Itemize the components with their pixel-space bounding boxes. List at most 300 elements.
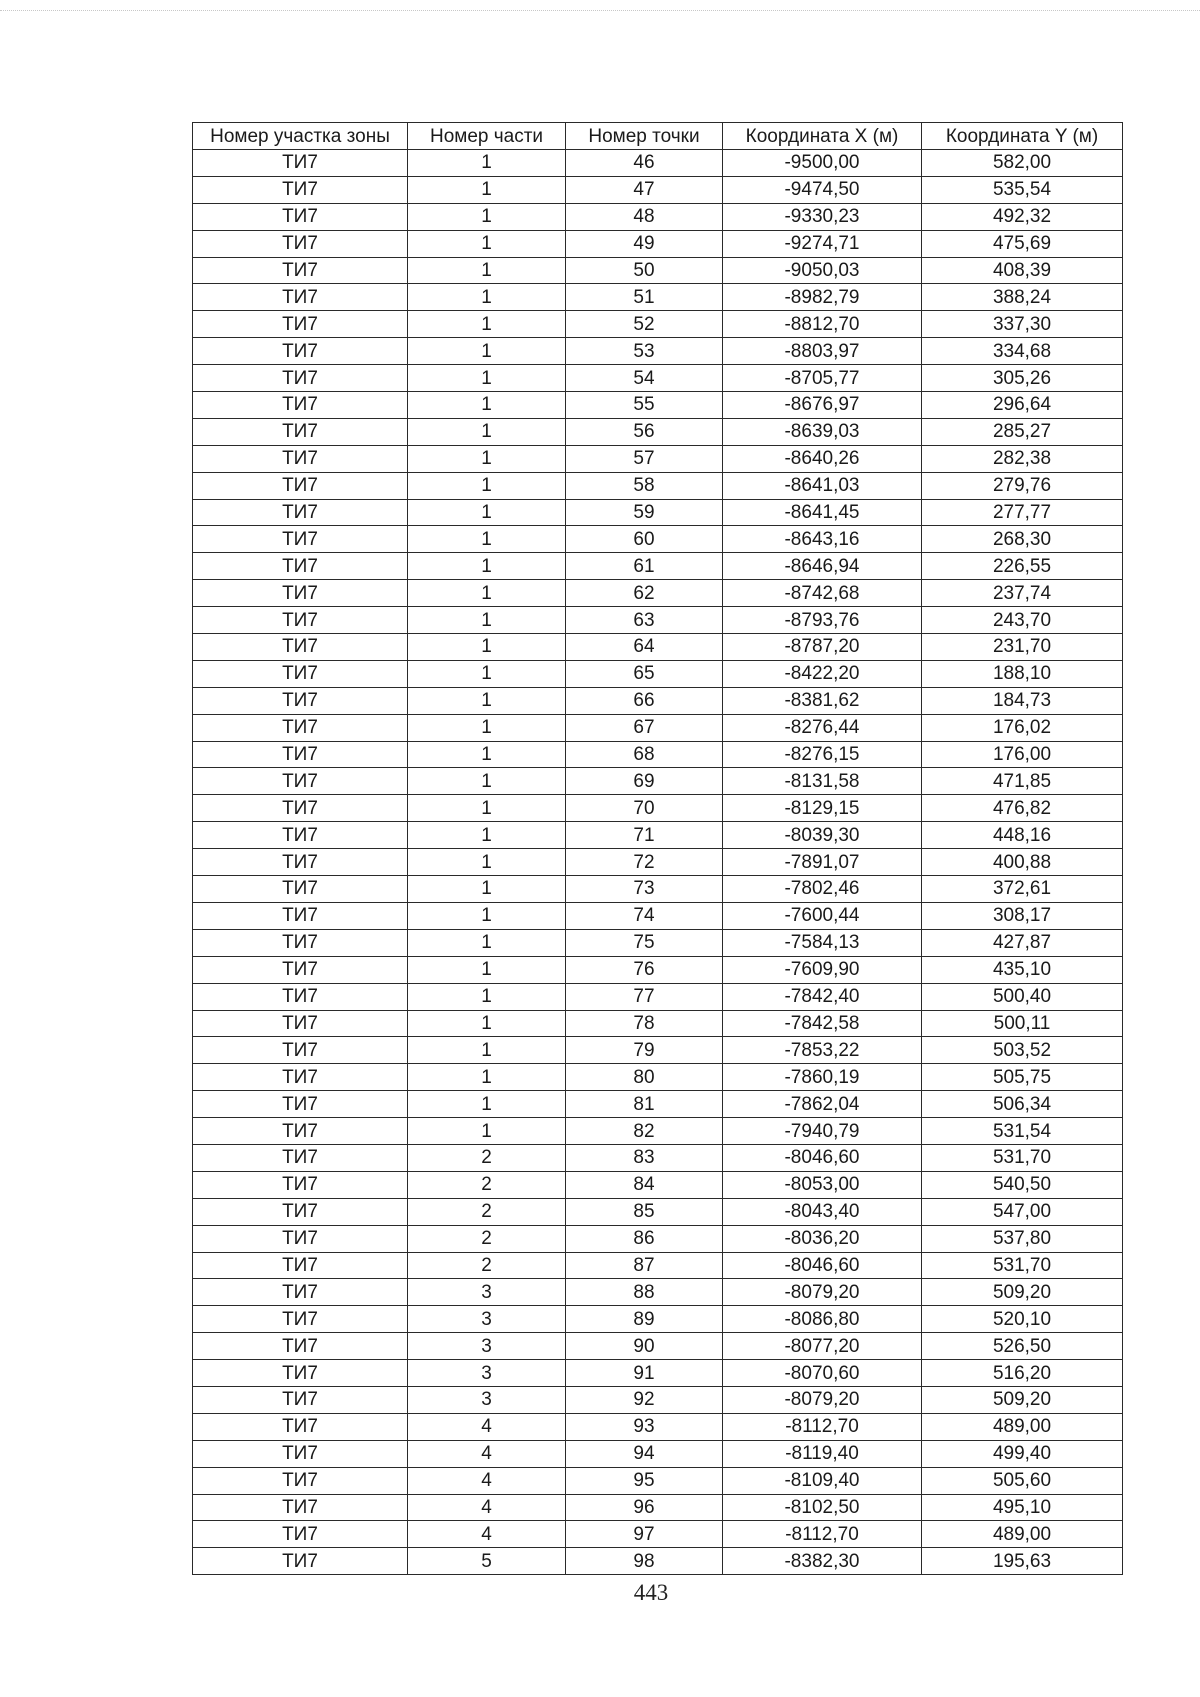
table-row (193, 230, 1123, 257)
table-row (193, 660, 1123, 687)
cell-point-number: 79 (566, 1037, 723, 1064)
cell-part-number: 4 (408, 1440, 566, 1467)
cell-coordinate-y: 500,11 (922, 1010, 1123, 1037)
cell-coordinate-y: 388,24 (922, 284, 1123, 311)
cell-point-number: 89 (566, 1306, 723, 1333)
cell-zone-section: ТИ7 (193, 1521, 408, 1548)
cell-point-number: 60 (566, 526, 723, 553)
cell-coordinate-y: 475,69 (922, 230, 1123, 257)
cell-coordinate-y: 509,20 (922, 1279, 1123, 1306)
cell-zone-section: ТИ7 (193, 1494, 408, 1521)
cell-coordinate-y: 505,60 (922, 1467, 1123, 1494)
cell-point-number: 54 (566, 365, 723, 392)
cell-point-number: 63 (566, 607, 723, 634)
cell-part-number: 2 (408, 1225, 566, 1252)
cell-point-number: 67 (566, 714, 723, 741)
cell-point-number: 96 (566, 1494, 723, 1521)
cell-part-number: 1 (408, 983, 566, 1010)
cell-point-number: 59 (566, 499, 723, 526)
cell-coordinate-y: 547,00 (922, 1198, 1123, 1225)
table-row (193, 929, 1123, 956)
cell-coordinate-x: -8119,40 (723, 1440, 922, 1467)
cell-point-number: 95 (566, 1467, 723, 1494)
table-row (193, 472, 1123, 499)
cell-zone-section: ТИ7 (193, 230, 408, 257)
cell-zone-section: ТИ7 (193, 687, 408, 714)
cell-coordinate-y: 176,02 (922, 714, 1123, 741)
page-number: 443 (633, 1580, 669, 1605)
cell-zone-section: ТИ7 (193, 472, 408, 499)
cell-point-number: 84 (566, 1171, 723, 1198)
cell-part-number: 4 (408, 1413, 566, 1440)
cell-coordinate-y: 226,55 (922, 553, 1123, 580)
cell-zone-section: ТИ7 (193, 365, 408, 392)
cell-zone-section: ТИ7 (193, 1252, 408, 1279)
cell-zone-section: ТИ7 (193, 338, 408, 365)
cell-coordinate-y: 285,27 (922, 418, 1123, 445)
table-row (193, 714, 1123, 741)
cell-part-number: 4 (408, 1467, 566, 1494)
cell-coordinate-y: 489,00 (922, 1521, 1123, 1548)
cell-point-number: 50 (566, 257, 723, 284)
cell-part-number: 1 (408, 284, 566, 311)
cell-part-number: 1 (408, 768, 566, 795)
cell-zone-section: ТИ7 (193, 1010, 408, 1037)
cell-zone-section: ТИ7 (193, 660, 408, 687)
cell-point-number: 97 (566, 1521, 723, 1548)
cell-point-number: 83 (566, 1144, 723, 1171)
cell-coordinate-y: 503,52 (922, 1037, 1123, 1064)
cell-coordinate-x: -7584,13 (723, 929, 922, 956)
table-row (193, 203, 1123, 230)
table-row (193, 1306, 1123, 1333)
cell-coordinate-y: 427,87 (922, 929, 1123, 956)
cell-coordinate-x: -8276,15 (723, 741, 922, 768)
cell-zone-section: ТИ7 (193, 1440, 408, 1467)
cell-zone-section: ТИ7 (193, 714, 408, 741)
cell-point-number: 98 (566, 1548, 723, 1575)
cell-point-number: 73 (566, 876, 723, 903)
cell-coordinate-x: -8070,60 (723, 1360, 922, 1387)
cell-zone-section: ТИ7 (193, 311, 408, 338)
cell-coordinate-x: -8046,60 (723, 1144, 922, 1171)
cell-zone-section: ТИ7 (193, 526, 408, 553)
table-header (193, 123, 1123, 150)
cell-zone-section: ТИ7 (193, 741, 408, 768)
cell-zone-section: ТИ7 (193, 418, 408, 445)
cell-coordinate-x: -8982,79 (723, 284, 922, 311)
cell-coordinate-y: 495,10 (922, 1494, 1123, 1521)
cell-part-number: 2 (408, 1252, 566, 1279)
table-row (193, 795, 1123, 822)
cell-point-number: 92 (566, 1386, 723, 1413)
cell-coordinate-y: 435,10 (922, 956, 1123, 983)
cell-point-number: 58 (566, 472, 723, 499)
cell-zone-section: ТИ7 (193, 634, 408, 661)
table-row (193, 338, 1123, 365)
table-row (193, 176, 1123, 203)
cell-point-number: 46 (566, 150, 723, 177)
cell-part-number: 3 (408, 1333, 566, 1360)
cell-point-number: 90 (566, 1333, 723, 1360)
cell-zone-section: ТИ7 (193, 150, 408, 177)
cell-point-number: 56 (566, 418, 723, 445)
table-row (193, 553, 1123, 580)
cell-part-number: 1 (408, 392, 566, 419)
table-row (193, 1091, 1123, 1118)
cell-part-number: 1 (408, 472, 566, 499)
cell-zone-section: ТИ7 (193, 1118, 408, 1145)
cell-part-number: 1 (408, 580, 566, 607)
table-row (193, 418, 1123, 445)
cell-zone-section: ТИ7 (193, 849, 408, 876)
cell-coordinate-x: -8803,97 (723, 338, 922, 365)
table-row (193, 902, 1123, 929)
cell-point-number: 51 (566, 284, 723, 311)
table-row (193, 580, 1123, 607)
cell-part-number: 1 (408, 526, 566, 553)
cell-point-number: 74 (566, 902, 723, 929)
cell-zone-section: ТИ7 (193, 822, 408, 849)
cell-part-number: 1 (408, 822, 566, 849)
cell-part-number: 1 (408, 1064, 566, 1091)
cell-coordinate-x: -8046,60 (723, 1252, 922, 1279)
cell-coordinate-y: 176,00 (922, 741, 1123, 768)
cell-coordinate-y: 231,70 (922, 634, 1123, 661)
cell-coordinate-y: 535,54 (922, 176, 1123, 203)
cell-coordinate-y: 305,26 (922, 365, 1123, 392)
table-row (193, 1064, 1123, 1091)
cell-coordinate-x: -8079,20 (723, 1386, 922, 1413)
cell-part-number: 1 (408, 365, 566, 392)
cell-part-number: 1 (408, 660, 566, 687)
cell-zone-section: ТИ7 (193, 1333, 408, 1360)
cell-part-number: 1 (408, 607, 566, 634)
cell-zone-section: ТИ7 (193, 1198, 408, 1225)
cell-part-number: 1 (408, 741, 566, 768)
table-row (193, 822, 1123, 849)
cell-point-number: 86 (566, 1225, 723, 1252)
cell-coordinate-x: -8276,44 (723, 714, 922, 741)
cell-part-number: 3 (408, 1279, 566, 1306)
cell-coordinate-x: -8705,77 (723, 365, 922, 392)
cell-coordinate-x: -8036,20 (723, 1225, 922, 1252)
cell-part-number: 1 (408, 418, 566, 445)
cell-coordinate-x: -8742,68 (723, 580, 922, 607)
scan-edge-line (0, 10, 1200, 11)
cell-coordinate-x: -9050,03 (723, 257, 922, 284)
cell-point-number: 81 (566, 1091, 723, 1118)
cell-point-number: 66 (566, 687, 723, 714)
cell-coordinate-y: 505,75 (922, 1064, 1123, 1091)
cell-point-number: 55 (566, 392, 723, 419)
cell-coordinate-x: -8039,30 (723, 822, 922, 849)
cell-point-number: 85 (566, 1198, 723, 1225)
cell-coordinate-x: -8381,62 (723, 687, 922, 714)
cell-zone-section: ТИ7 (193, 607, 408, 634)
cell-coordinate-x: -8077,20 (723, 1333, 922, 1360)
cell-part-number: 2 (408, 1171, 566, 1198)
cell-coordinate-x: -7940,79 (723, 1118, 922, 1145)
cell-coordinate-y: 448,16 (922, 822, 1123, 849)
cell-zone-section: ТИ7 (193, 257, 408, 284)
cell-zone-section: ТИ7 (193, 553, 408, 580)
cell-part-number: 1 (408, 849, 566, 876)
header-coordinate-x: Координата X (м) (723, 123, 922, 150)
cell-coordinate-x: -8422,20 (723, 660, 922, 687)
cell-point-number: 77 (566, 983, 723, 1010)
cell-point-number: 62 (566, 580, 723, 607)
cell-part-number: 5 (408, 1548, 566, 1575)
cell-coordinate-y: 268,30 (922, 526, 1123, 553)
cell-point-number: 94 (566, 1440, 723, 1467)
cell-part-number: 1 (408, 1010, 566, 1037)
table-row (193, 1494, 1123, 1521)
cell-zone-section: ТИ7 (193, 1171, 408, 1198)
table-row (193, 768, 1123, 795)
cell-point-number: 61 (566, 553, 723, 580)
table-row (193, 1279, 1123, 1306)
cell-coordinate-y: 526,50 (922, 1333, 1123, 1360)
cell-zone-section: ТИ7 (193, 983, 408, 1010)
cell-point-number: 53 (566, 338, 723, 365)
cell-coordinate-x: -8131,58 (723, 768, 922, 795)
cell-coordinate-x: -7842,58 (723, 1010, 922, 1037)
cell-coordinate-y: 509,20 (922, 1386, 1123, 1413)
header-part-number: Номер части (408, 123, 566, 150)
cell-coordinate-y: 308,17 (922, 902, 1123, 929)
cell-zone-section: ТИ7 (193, 1037, 408, 1064)
cell-coordinate-y: 489,00 (922, 1413, 1123, 1440)
cell-part-number: 3 (408, 1386, 566, 1413)
cell-part-number: 1 (408, 795, 566, 822)
cell-coordinate-y: 500,40 (922, 983, 1123, 1010)
cell-coordinate-y: 506,34 (922, 1091, 1123, 1118)
cell-point-number: 48 (566, 203, 723, 230)
table-row (193, 1010, 1123, 1037)
cell-part-number: 1 (408, 1118, 566, 1145)
header-point-number: Номер точки (566, 123, 723, 150)
cell-coordinate-x: -8812,70 (723, 311, 922, 338)
cell-part-number: 1 (408, 714, 566, 741)
table-row (193, 1171, 1123, 1198)
table-row (193, 1360, 1123, 1387)
cell-part-number: 2 (408, 1144, 566, 1171)
cell-part-number: 1 (408, 634, 566, 661)
cell-coordinate-x: -8053,00 (723, 1171, 922, 1198)
cell-zone-section: ТИ7 (193, 876, 408, 903)
coordinates-table (192, 122, 1123, 1575)
cell-coordinate-x: -8676,97 (723, 392, 922, 419)
table-row (193, 1225, 1123, 1252)
cell-coordinate-x: -8640,26 (723, 445, 922, 472)
cell-point-number: 93 (566, 1413, 723, 1440)
cell-zone-section: ТИ7 (193, 1467, 408, 1494)
cell-coordinate-y: 188,10 (922, 660, 1123, 687)
table-row (193, 741, 1123, 768)
cell-coordinate-x: -8641,45 (723, 499, 922, 526)
table-row (193, 284, 1123, 311)
cell-part-number: 4 (408, 1494, 566, 1521)
cell-coordinate-x: -7862,04 (723, 1091, 922, 1118)
cell-point-number: 78 (566, 1010, 723, 1037)
cell-zone-section: ТИ7 (193, 929, 408, 956)
cell-coordinate-y: 540,50 (922, 1171, 1123, 1198)
cell-zone-section: ТИ7 (193, 392, 408, 419)
cell-point-number: 70 (566, 795, 723, 822)
cell-coordinate-y: 531,54 (922, 1118, 1123, 1145)
cell-zone-section: ТИ7 (193, 795, 408, 822)
cell-zone-section: ТИ7 (193, 768, 408, 795)
table-row (193, 257, 1123, 284)
cell-coordinate-y: 516,20 (922, 1360, 1123, 1387)
cell-coordinate-y: 408,39 (922, 257, 1123, 284)
cell-zone-section: ТИ7 (193, 956, 408, 983)
table-row (193, 1333, 1123, 1360)
cell-coordinate-x: -8102,50 (723, 1494, 922, 1521)
cell-point-number: 69 (566, 768, 723, 795)
cell-coordinate-x: -9500,00 (723, 150, 922, 177)
cell-point-number: 72 (566, 849, 723, 876)
cell-coordinate-y: 184,73 (922, 687, 1123, 714)
table-row (193, 983, 1123, 1010)
cell-coordinate-x: -9330,23 (723, 203, 922, 230)
cell-coordinate-x: -8646,94 (723, 553, 922, 580)
cell-coordinate-x: -8382,30 (723, 1548, 922, 1575)
table-row (193, 526, 1123, 553)
cell-coordinate-y: 531,70 (922, 1252, 1123, 1279)
cell-part-number: 1 (408, 338, 566, 365)
cell-coordinate-x: -7802,46 (723, 876, 922, 903)
cell-coordinate-y: 471,85 (922, 768, 1123, 795)
table-row (193, 956, 1123, 983)
table-body (193, 150, 1123, 1575)
cell-coordinate-x: -8639,03 (723, 418, 922, 445)
cell-point-number: 49 (566, 230, 723, 257)
cell-part-number: 1 (408, 445, 566, 472)
header-zone-section: Номер участка зоны (193, 123, 408, 150)
cell-zone-section: ТИ7 (193, 445, 408, 472)
cell-coordinate-x: -7600,44 (723, 902, 922, 929)
cell-zone-section: ТИ7 (193, 1091, 408, 1118)
table-row (193, 150, 1123, 177)
cell-point-number: 91 (566, 1360, 723, 1387)
header-coordinate-y: Координата Y (м) (922, 123, 1123, 150)
cell-coordinate-y: 582,00 (922, 150, 1123, 177)
cell-zone-section: ТИ7 (193, 1306, 408, 1333)
cell-point-number: 82 (566, 1118, 723, 1145)
cell-coordinate-x: -9274,71 (723, 230, 922, 257)
cell-part-number: 1 (408, 1091, 566, 1118)
table-row (193, 876, 1123, 903)
cell-part-number: 1 (408, 176, 566, 203)
table-row (193, 1144, 1123, 1171)
cell-zone-section: ТИ7 (193, 1360, 408, 1387)
cell-coordinate-x: -8112,70 (723, 1413, 922, 1440)
cell-point-number: 47 (566, 176, 723, 203)
cell-coordinate-x: -8129,15 (723, 795, 922, 822)
cell-coordinate-x: -7609,90 (723, 956, 922, 983)
cell-coordinate-y: 492,32 (922, 203, 1123, 230)
cell-part-number: 1 (408, 203, 566, 230)
cell-coordinate-y: 243,70 (922, 607, 1123, 634)
cell-point-number: 64 (566, 634, 723, 661)
cell-coordinate-x: -8043,40 (723, 1198, 922, 1225)
cell-coordinate-x: -7860,19 (723, 1064, 922, 1091)
cell-part-number: 1 (408, 902, 566, 929)
cell-part-number: 3 (408, 1306, 566, 1333)
cell-part-number: 1 (408, 1037, 566, 1064)
cell-point-number: 80 (566, 1064, 723, 1091)
cell-part-number: 1 (408, 150, 566, 177)
cell-zone-section: ТИ7 (193, 1279, 408, 1306)
table-row (193, 1198, 1123, 1225)
table-row (193, 445, 1123, 472)
header-row (193, 123, 1123, 150)
cell-coordinate-y: 520,10 (922, 1306, 1123, 1333)
cell-coordinate-y: 282,38 (922, 445, 1123, 472)
cell-zone-section: ТИ7 (193, 1144, 408, 1171)
cell-point-number: 87 (566, 1252, 723, 1279)
cell-part-number: 1 (408, 929, 566, 956)
cell-coordinate-y: 237,74 (922, 580, 1123, 607)
table-row (193, 1548, 1123, 1575)
cell-part-number: 1 (408, 257, 566, 284)
cell-zone-section: ТИ7 (193, 1413, 408, 1440)
cell-coordinate-x: -7853,22 (723, 1037, 922, 1064)
table-row (193, 1037, 1123, 1064)
cell-coordinate-x: -8086,80 (723, 1306, 922, 1333)
table-row (193, 311, 1123, 338)
cell-zone-section: ТИ7 (193, 1386, 408, 1413)
cell-zone-section: ТИ7 (193, 284, 408, 311)
table-row (193, 1118, 1123, 1145)
cell-coordinate-x: -8079,20 (723, 1279, 922, 1306)
cell-part-number: 1 (408, 687, 566, 714)
cell-coordinate-y: 372,61 (922, 876, 1123, 903)
cell-coordinate-x: -8787,20 (723, 634, 922, 661)
cell-coordinate-y: 400,88 (922, 849, 1123, 876)
cell-coordinate-y: 277,77 (922, 499, 1123, 526)
cell-part-number: 1 (408, 956, 566, 983)
cell-part-number: 1 (408, 499, 566, 526)
cell-coordinate-x: -9474,50 (723, 176, 922, 203)
cell-coordinate-x: -8109,40 (723, 1467, 922, 1494)
cell-coordinate-y: 499,40 (922, 1440, 1123, 1467)
cell-coordinate-x: -8793,76 (723, 607, 922, 634)
cell-coordinate-y: 334,68 (922, 338, 1123, 365)
cell-zone-section: ТИ7 (193, 203, 408, 230)
cell-zone-section: ТИ7 (193, 176, 408, 203)
cell-coordinate-y: 531,70 (922, 1144, 1123, 1171)
cell-coordinate-y: 537,80 (922, 1225, 1123, 1252)
table-row (193, 634, 1123, 661)
cell-coordinate-x: -8641,03 (723, 472, 922, 499)
cell-point-number: 88 (566, 1279, 723, 1306)
cell-zone-section: ТИ7 (193, 902, 408, 929)
table-row (193, 392, 1123, 419)
cell-coordinate-x: -8643,16 (723, 526, 922, 553)
cell-zone-section: ТИ7 (193, 1548, 408, 1575)
table-row (193, 499, 1123, 526)
table-row (193, 1521, 1123, 1548)
cell-point-number: 57 (566, 445, 723, 472)
cell-coordinate-y: 476,82 (922, 795, 1123, 822)
cell-part-number: 2 (408, 1198, 566, 1225)
table-row (193, 849, 1123, 876)
cell-coordinate-y: 279,76 (922, 472, 1123, 499)
cell-point-number: 75 (566, 929, 723, 956)
